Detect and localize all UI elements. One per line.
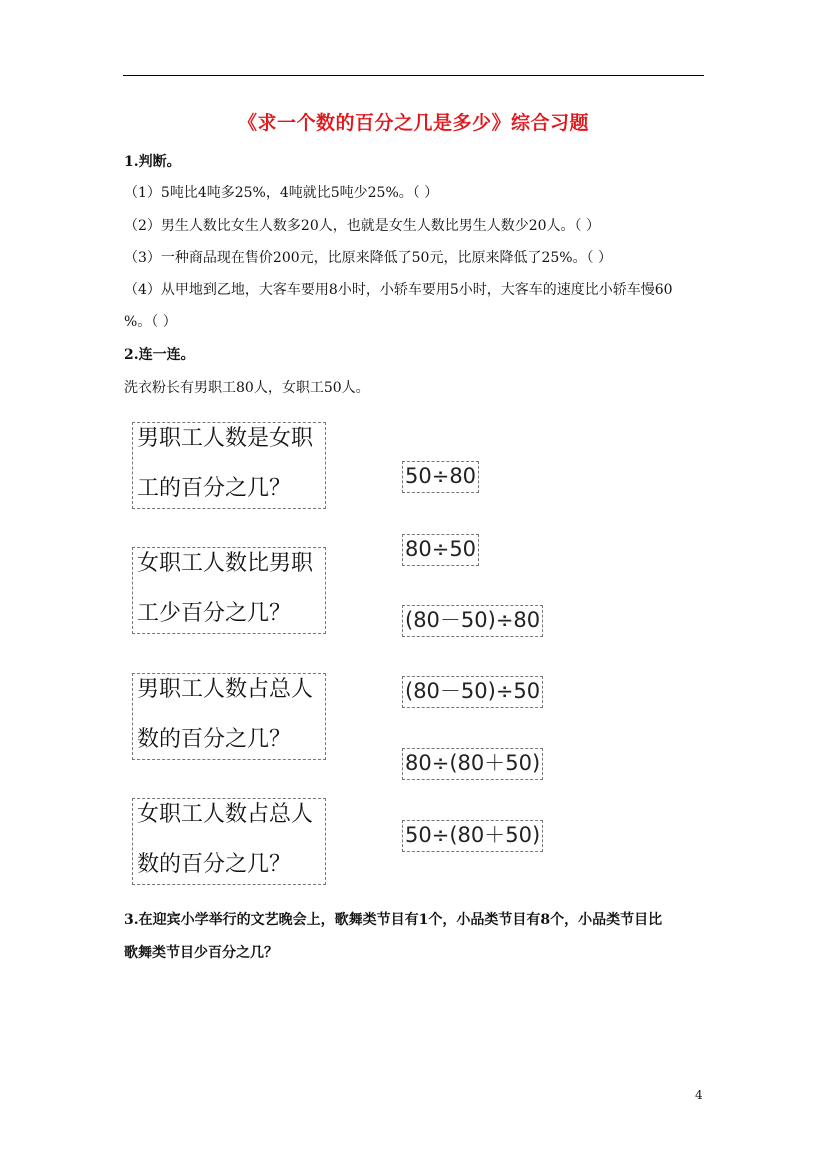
question-box-3[interactable] bbox=[132, 673, 326, 760]
q2-heading: 2.连一连。 bbox=[124, 347, 195, 363]
header-rule bbox=[123, 75, 704, 76]
question-box-2[interactable] bbox=[132, 547, 326, 634]
expression-box-4[interactable]: (80－50)÷50 bbox=[402, 676, 543, 708]
question-box-3-line1: 男职工人数占总人 bbox=[137, 677, 314, 702]
question-box-2-line2: 工少百分之几？ bbox=[137, 601, 292, 626]
question-box-2-line1: 女职工人数比男职 bbox=[137, 551, 314, 576]
question-box-1[interactable] bbox=[132, 422, 326, 509]
question-box-1-line2: 工的百分之几？ bbox=[137, 476, 292, 501]
q1-item-4: （4）从甲地到乙地，大客车要用8小时，小轿车要用5小时，大客车的速度比小轿车慢60 bbox=[124, 282, 673, 298]
q1-heading: 1.判断。 bbox=[124, 154, 181, 170]
expression-box-3[interactable]: (80－50)÷80 bbox=[402, 605, 543, 637]
expression-box-2[interactable]: 80÷50 bbox=[402, 534, 479, 566]
page-title: 《求一个数的百分之几是多少》综合习题 bbox=[237, 112, 589, 134]
q3-line-1 bbox=[124, 910, 662, 930]
question-box-4-line1: 女职工人数占总人 bbox=[137, 802, 314, 827]
q3-text-1: 3.在迎宾小学举行的文艺晚会上，歌舞类节目有1个，小品类节目有8个，小品类节目比 bbox=[124, 912, 663, 928]
q3-line-2 bbox=[124, 943, 278, 963]
question-box-4-line2: 数的百分之几？ bbox=[137, 852, 292, 877]
q1-item-2: （2）男生人数比女生人数多20人，也就是女生人数比男生人数少20人。（ ） bbox=[124, 218, 600, 234]
q1-item-4-cont: %。（ ） bbox=[124, 314, 177, 330]
question-box-3-line2: 数的百分之几？ bbox=[137, 727, 292, 752]
page-number: 4 bbox=[695, 1088, 703, 1102]
question-box-4[interactable] bbox=[132, 798, 326, 885]
question-box-1-line1: 男职工人数是女职 bbox=[137, 426, 314, 451]
q2-intro: 洗衣粉长有男职工80人，女职工50人。 bbox=[124, 380, 370, 396]
q1-item-3: （3）一种商品现在售价200元，比原来降低了50元，比原来降低了25%。（ ） bbox=[124, 250, 613, 266]
expression-box-1[interactable]: 50÷80 bbox=[402, 461, 479, 493]
expression-box-5[interactable]: 80÷(80＋50) bbox=[402, 748, 543, 780]
q3-text-2: 歌舞类节目少百分之几？ bbox=[124, 945, 278, 961]
expression-box-6[interactable]: 50÷(80＋50) bbox=[402, 820, 543, 852]
q1-item-1: （1）5吨比4吨多25%，4吨就比5吨少25%。（ ） bbox=[124, 185, 439, 201]
